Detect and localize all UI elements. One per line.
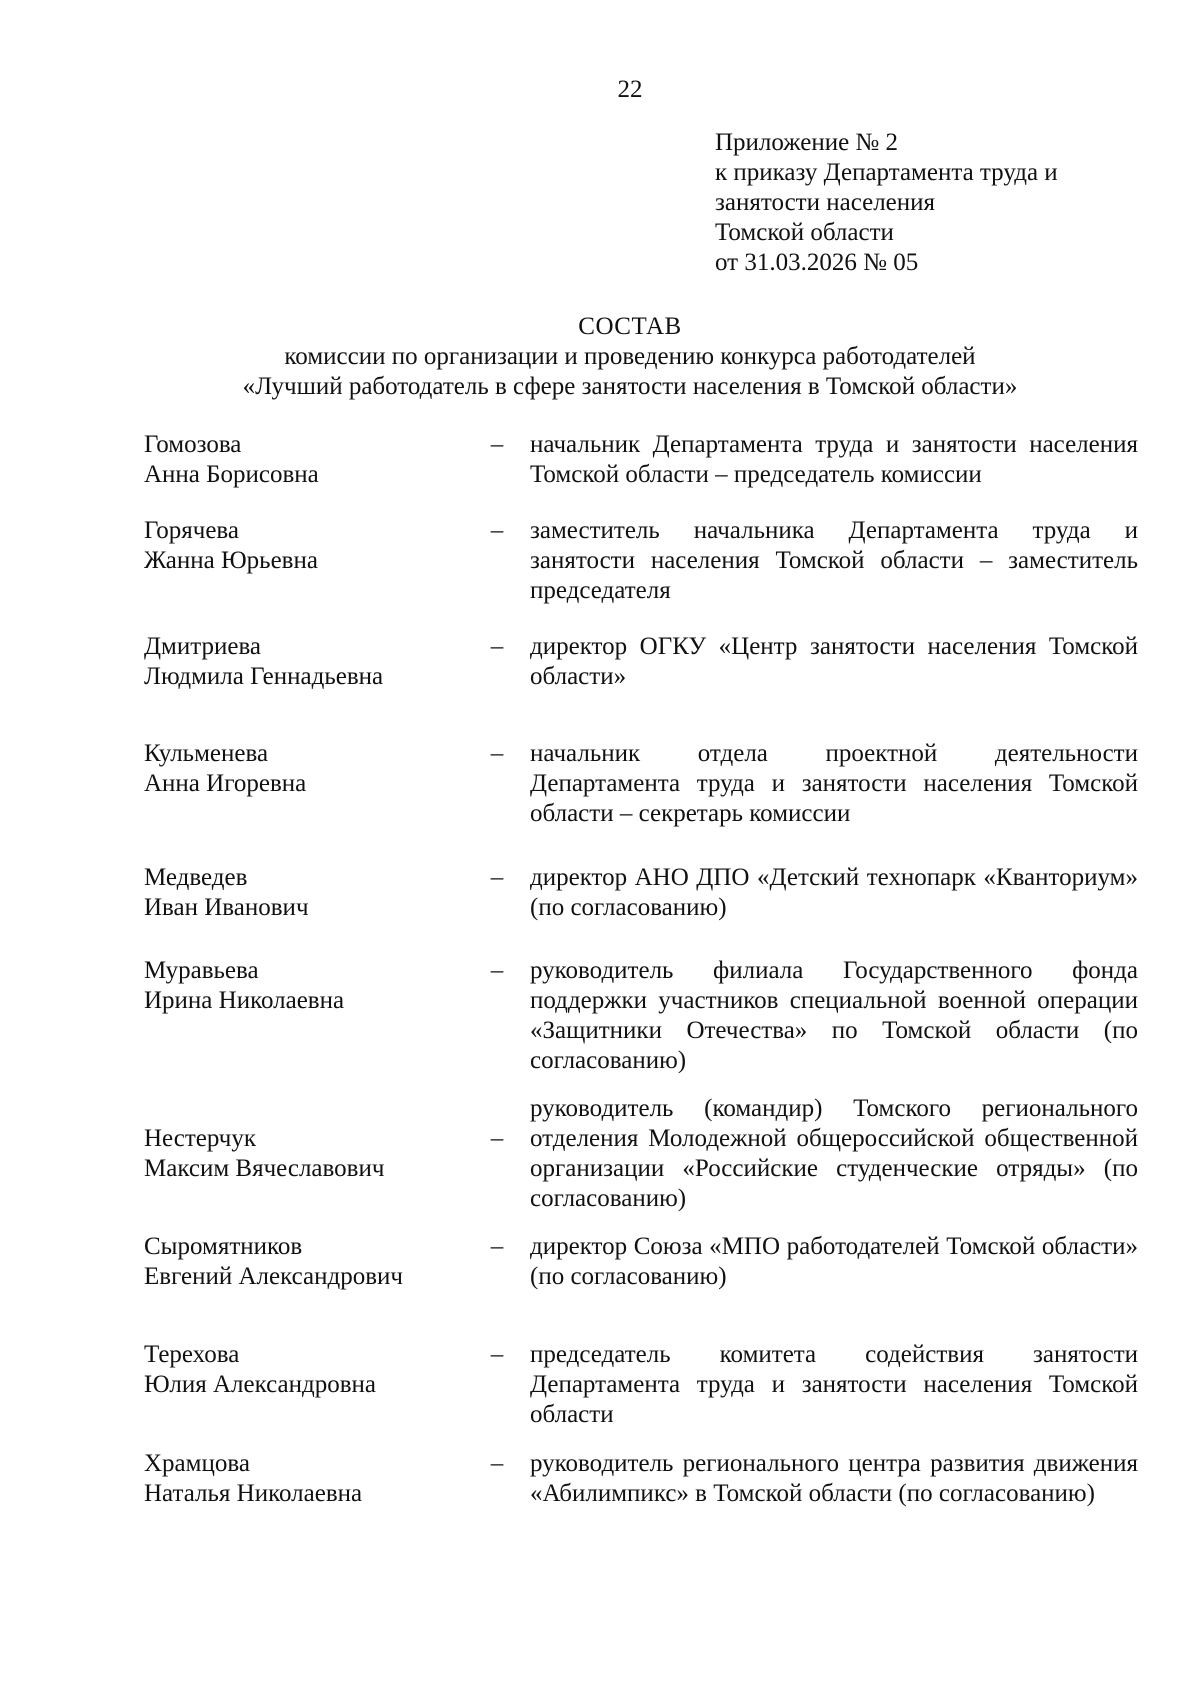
member-surname: Гомозова — [144, 431, 242, 458]
member-surname: Кульменева — [144, 740, 269, 767]
separator-dash: – — [490, 1341, 504, 1368]
member-surname: Храмцова — [144, 1450, 250, 1477]
document-subtitle: «Лучший работодатель в сфере занятости населения в Томской области» — [242, 373, 1018, 400]
separator-dash: – — [490, 740, 504, 767]
member-given-name: Наталья Николаевна — [144, 1480, 363, 1507]
document-subtitle: комиссии по организации и проведению конкурса работодателей — [284, 343, 976, 370]
member-name — [144, 1124, 474, 1184]
member-role: начальник Департамента труда и занятости населения Томской области – председатель комиссии — [530, 431, 1138, 488]
member-given-name: Жанна Юрьевна — [144, 547, 318, 574]
member-given-name: Юлия Александровна — [144, 1371, 376, 1398]
member-role: руководитель регионального центра развития движения «Абилимпикс» в Томской области (по согласованию) — [530, 1450, 1138, 1507]
member-name — [144, 1449, 474, 1509]
member-surname: Медведев — [144, 864, 248, 891]
separator-dash: – — [490, 1125, 504, 1152]
appendix-line: Томской области — [715, 219, 894, 246]
member-given-name: Иван Иванович — [144, 894, 309, 921]
separator-dash: – — [490, 517, 504, 544]
separator-dash: – — [490, 1450, 504, 1477]
member-name — [144, 516, 474, 576]
member-given-name: Анна Игоревна — [144, 770, 307, 797]
separator-dash: – — [490, 1233, 504, 1260]
appendix-line: Приложение № 2 — [715, 129, 899, 156]
member-role: руководитель (командир) Томского регионального отделения Молодежной общероссийской общественной организации «Российские студенческие отряды» (по согласованию) — [530, 1095, 1138, 1212]
member-name — [144, 956, 474, 1016]
document-title: СОСТАВ — [578, 313, 682, 340]
separator-dash: – — [490, 431, 504, 458]
appendix-line: занятости населения — [715, 189, 936, 216]
separator-dash: – — [490, 957, 504, 984]
member-surname: Дмитриева — [144, 633, 262, 660]
member-name — [144, 1232, 474, 1292]
member-role: заместитель начальника Департамента труда и занятости населения Томской области – заместитель председателя — [530, 517, 1138, 604]
member-name — [144, 863, 474, 923]
member-role: директор АНО ДПО «Детский технопарк «Кванториум» (по согласованию) — [530, 864, 1138, 921]
page-number: 22 — [617, 76, 643, 103]
appendix-line: от 31.03.2026 № 05 — [715, 249, 919, 276]
member-surname: Горячева — [144, 517, 239, 544]
appendix-block — [715, 128, 1135, 278]
member-surname: Терехова — [144, 1341, 240, 1368]
appendix-line: к приказу Департамента труда и — [715, 159, 1058, 186]
member-role: начальник отдела проектной деятельности Департамента труда и занятости населения Томской области – секретарь комиссии — [530, 740, 1138, 827]
member-surname: Нестерчук — [144, 1125, 256, 1152]
member-given-name: Максим Вячеславович — [144, 1155, 385, 1182]
member-surname: Сыромятников — [144, 1233, 303, 1260]
member-role: руководитель филиала Государственного фонда поддержки участников специальной военной операции «Защитники Отечества» по Томской области (по согласованию) — [530, 957, 1138, 1074]
member-given-name: Анна Борисовна — [144, 461, 319, 488]
member-name — [144, 632, 474, 692]
separator-dash: – — [490, 633, 504, 660]
member-role: председатель комитета содействия занятости Департамента труда и занятости населения Томской области — [530, 1341, 1138, 1428]
member-role: директор Союза «МПО работодателей Томской области» (по согласованию) — [530, 1233, 1138, 1290]
member-role: директор ОГКУ «Центр занятости населения Томской области» — [530, 633, 1138, 690]
member-given-name: Ирина Николаевна — [144, 987, 345, 1014]
separator-dash: – — [490, 864, 504, 891]
member-name — [144, 1340, 474, 1400]
member-name — [144, 430, 474, 490]
member-given-name: Людмила Геннадьевна — [144, 663, 384, 690]
member-surname: Муравьева — [144, 957, 259, 984]
member-name — [144, 739, 474, 799]
member-given-name: Евгений Александрович — [144, 1263, 403, 1290]
document-heading — [0, 312, 1200, 402]
